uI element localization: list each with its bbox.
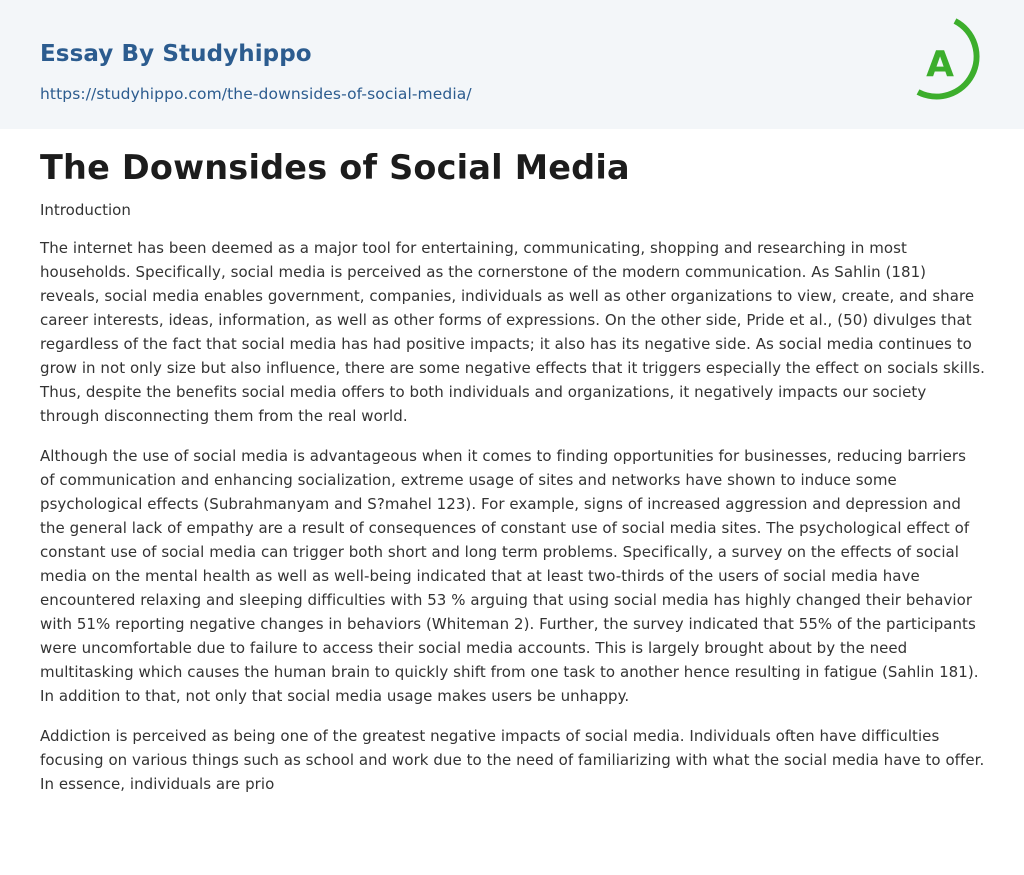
article: [40, 129, 985, 796]
section-heading-introduction: Introduction: [40, 201, 131, 219]
page-title: The Downsides of Social Media: [40, 148, 630, 187]
studyhippo-logo[interactable]: [908, 18, 988, 106]
paragraph-1: The internet has been deemed as a major tool for entertaining, communicating, shopping and researching in most households. Specifically, social media is perceived as the cornerstone of the modern communication. As Sahlin (181) reveals, social media enables government, companies, individuals as well as other organizations to view, create, and share career interests, ideas, information, as well as other forms of expressions. On the other side, Pride et al., (50) divulges that regardless of the fact that social media has had positive impacts; it also has its negative side. As social media continues to grow in not only size but also influence, there are some negative effects that it triggers especially the effect on socials skills. Thus, despite the benefits social media offers to both individuals and organizations, it negatively impacts our society through disconnecting them from the real world.: [40, 239, 985, 425]
paragraph-3: Addiction is perceived as being one of the greatest negative impacts of social media. Individuals often have difficulties focusing on various things such as school and work due to the need of familiarizing with what the social media have to offer. In essence, individuals are prio: [40, 727, 985, 793]
logo-letter: A: [926, 44, 954, 85]
logo-ring-icon: [908, 18, 988, 106]
site-header: [0, 0, 1024, 129]
source-url-link[interactable]: https://studyhippo.com/the-downsides-of-social-media/: [40, 85, 472, 103]
paragraph-2: Although the use of social media is advantageous when it comes to finding opportunities for businesses, reducing barriers of communication and enhancing socialization, extreme usage of sites and networks have shown to induce some psychological effects (Subrahmanyam and S?mahel 123). For example, signs of increased aggression and depression and the general lack of empathy are a result of consequences of constant use of social media sites. The psychological effect of constant use of social media can trigger both short and long term problems. Specifically, a survey on the effects of social media on the mental health as well as well-being indicated that at least two-thirds of the users of social media have encountered relaxing and sleeping difficulties with 53 % arguing that using social media has highly changed their behavior with 51% reporting negative changes in behaviors (Whiteman 2). Further, the survey indicated that 55% of the participants were uncomfortable due to failure to access their social media accounts. This is largely brought about by the need multitasking which causes the human brain to quickly shift from one task to another hence resulting in fatigue (Sahlin 181). In addition to that, not only that social media usage makes users be unhappy.: [40, 447, 979, 705]
brand-title[interactable]: Essay By Studyhippo: [40, 41, 312, 67]
